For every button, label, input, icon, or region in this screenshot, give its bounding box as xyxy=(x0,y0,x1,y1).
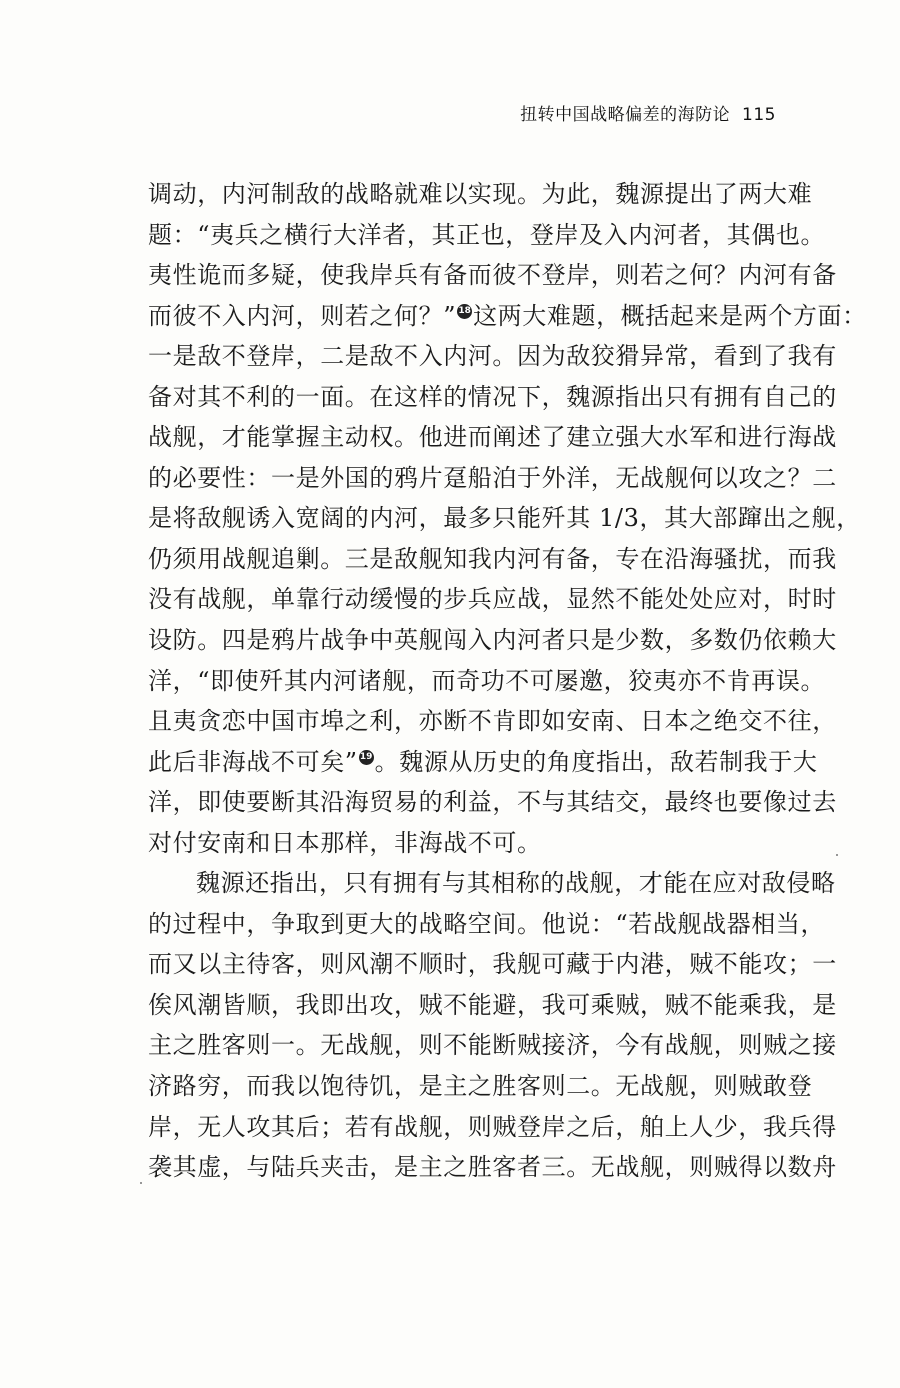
text-line: 岸，无人攻其后；若有战舰，则贼登岸之后，舶上人少，我兵得 xyxy=(148,1112,837,1141)
body-text xyxy=(148,174,867,1188)
text-line: 没有战舰，单靠行动缓慢的步兵应战，显然不能处处应对，时时 xyxy=(148,585,837,614)
text-line: 备对其不利的一面。在这样的情况下，魏源指出只有拥有自己的 xyxy=(148,382,837,411)
footnote-number: 19 xyxy=(359,751,373,762)
text-segment: 这两大难题，概括起来是两个方面： xyxy=(473,301,867,330)
text-line: 袭其虚，与陆兵夹击，是主之胜客者三。无战舰，则贼得以数舟 xyxy=(148,1153,837,1182)
footnote-number: 18 xyxy=(458,305,471,316)
text-line: 题：“夷兵之横行大洋者，其正也，登岸及入内河者，其偶也。 xyxy=(148,220,826,249)
text-line xyxy=(148,296,867,337)
text-line: 俟风潮皆顺，我即出攻，贼不能避，我可乘贼，贼不能乘我，是 xyxy=(148,990,837,1019)
text-line: 战舰，才能掌握主动权。他进而阐述了建立强大水军和进行海战 xyxy=(148,423,837,452)
text-segment: 此后非海战不可矣” xyxy=(148,747,358,776)
text-line: 而又以主待客，则风潮不顺时，我舰可藏于内港，贼不能攻；一 xyxy=(148,950,837,979)
text-line: 夷性诡而多疑，使我岸兵有备而彼不登岸，则若之何？内河有备 xyxy=(148,261,837,290)
running-header-title: 扭转中国战略偏差的海防论 xyxy=(520,105,731,125)
footnote-marker xyxy=(359,750,374,765)
footnote-marker xyxy=(457,304,472,319)
text-line: 洋，即使要断其沿海贸易的利益，不与其结交，最终也要像过去 xyxy=(148,788,837,817)
text-line: 是将敌舰诱入宽阔的内河，最多只能歼其 1/3，其大部蹿出之舰， xyxy=(148,504,861,533)
page-number: 115 xyxy=(742,105,776,125)
text-line: 主之胜客则一。无战舰，则不能断贼接济，今有战舰，则贼之接 xyxy=(148,1031,837,1060)
text-line: 对付安南和日本那样，非海战不可。 xyxy=(148,828,542,857)
text-line: 一是敌不登岸，二是敌不入内河。因为敌狡猾异常，看到了我有 xyxy=(148,342,837,371)
text-line: 洋，“即使歼其内河诸舰，而奇功不可屡邀，狡夷亦不肯再误。 xyxy=(148,666,826,695)
text-line: 济路穷，而我以饱待饥，是主之胜客则二。无战舰，则贼敢登 xyxy=(148,1072,813,1101)
text-line: 设防。四是鸦片战争中英舰闯入内河者只是少数，多数仍依赖大 xyxy=(148,626,837,655)
running-header xyxy=(150,100,776,125)
text-line: 仍须用战舰追剿。三是敌舰知我内河有备，专在沿海骚扰，而我 xyxy=(148,544,837,573)
text-segment: 。魏源从历史的角度指出，敌若制我于大 xyxy=(374,747,818,776)
text-line: 且夷贪恋中国市埠之利，亦断不肯即如安南、日本之绝交不往， xyxy=(148,707,837,736)
text-line: 的必要性：一是外国的鸦片趸船泊于外洋，无战舰何以攻之？二 xyxy=(148,463,837,492)
text-line: 调动，内河制敌的战略就难以实现。为此，魏源提出了两大难 xyxy=(148,180,813,208)
text-line: 的过程中，争取到更大的战略空间。他说：“若战舰战器相当， xyxy=(148,909,826,938)
text-segment: 而彼不入内河，则若之何？” xyxy=(148,301,457,330)
scan-speck xyxy=(836,854,838,856)
paragraph-first-line: 魏源还指出，只有拥有与其相称的战舰，才能在应对敌侵略 xyxy=(196,869,836,898)
text-line xyxy=(148,742,818,783)
scan-speck xyxy=(140,1182,142,1184)
